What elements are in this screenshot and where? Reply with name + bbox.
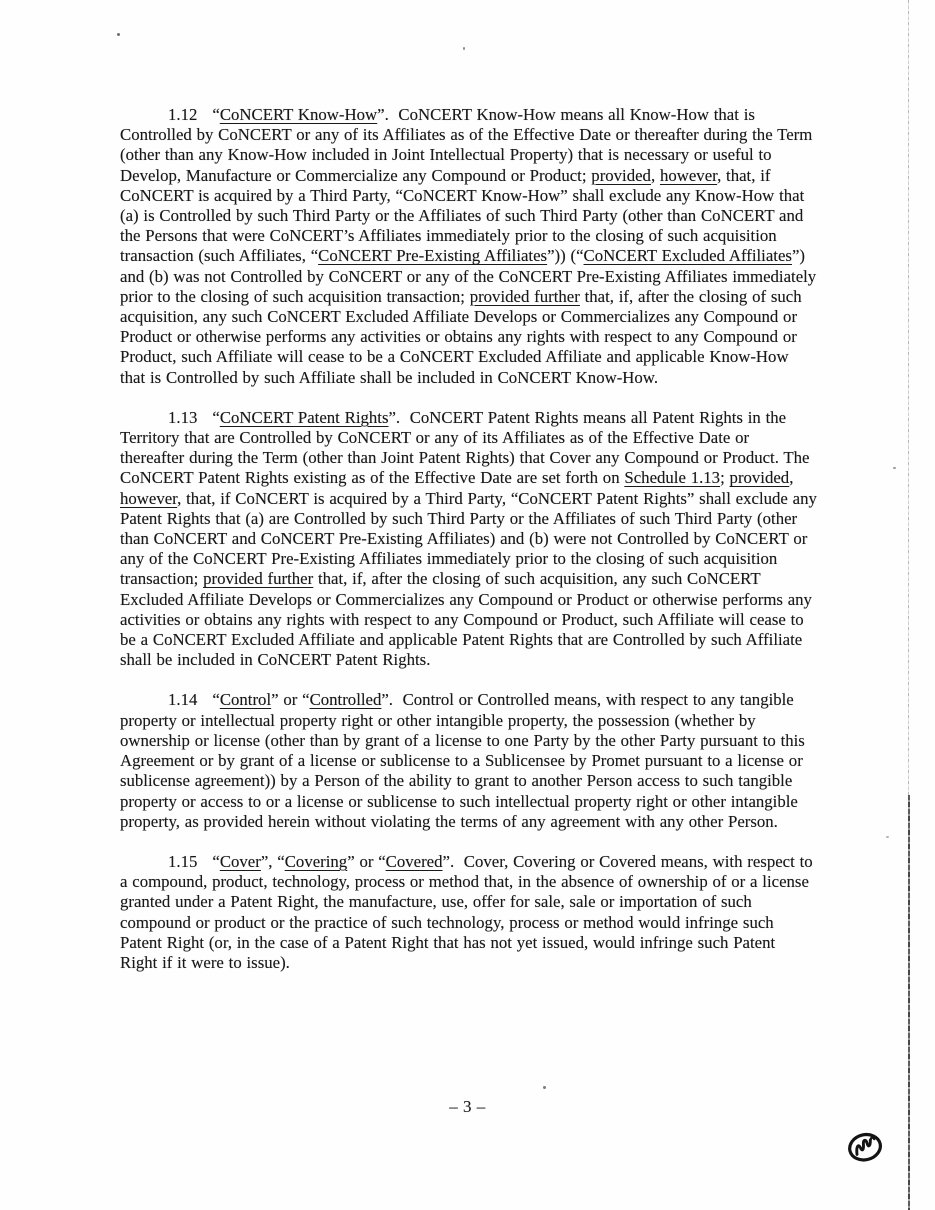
handwritten-initials-mark bbox=[844, 1128, 890, 1172]
defined-term: however bbox=[659, 165, 718, 185]
body-text: that, if, after the closing of such acquisition, any such CoNCERT Excluded Affiliate Develops or Commercializes any Compound or Product or otherwise performs any activities or obtains any rights with respect to any Compound or Product, such Affiliate will cease to be a CoNCERT Excluded Affiliate and applicable Know-How that is Controlled by such Affiliate shall be included in CoNCERT Know-How. bbox=[120, 286, 802, 387]
section-paragraph-1.12 bbox=[120, 105, 817, 388]
defined-term: Schedule 1.13 bbox=[624, 468, 721, 488]
scan-speck bbox=[117, 33, 120, 36]
body-text: , that, if CoNCERT is acquired by a Third Party, “CoNCERT Know-How” shall exclude any Know-How that (a) is Controlled by such Third Party or the Affiliates of such Third Party (other than CoNCERT and the Persons that were CoNCERT’s Affiliates immediately prior to the closing of such acquisition transaction (such Affiliates, “ bbox=[120, 165, 805, 266]
section-number: 1.12 bbox=[168, 105, 198, 124]
scan-edge-line-light bbox=[908, 0, 909, 800]
defined-term: provided bbox=[729, 468, 790, 488]
body-text: that, if, after the closing of such acquisition, any such CoNCERT Excluded Affiliate Develops or Commercializes any Compound or Product or otherwise performs any activities or obtains any rights with respect to any Compound or Product, such Affiliate will cease to be a CoNCERT Excluded Affiliate and applicable Patent Rights that are Controlled by such Affiliate shall be included in CoNCERT Patent Rights. bbox=[120, 569, 812, 670]
body-text: “ bbox=[212, 690, 220, 710]
scan-speck bbox=[886, 836, 889, 838]
body-text: ”) and (b) was not Controlled by CoNCERT or any of the CoNCERT Pre-Existing Affiliates immediately prior to the closing of such acquisition transaction; bbox=[120, 246, 817, 306]
defined-term: provided further bbox=[469, 286, 580, 306]
body-text: ”. CoNCERT Patent Rights means all Patent Rights in the Territory that are Controlled by CoNCERT or any of its Affiliates as of the Effective Date or thereafter during the Term (other than Joint Patent Rights) that Cover any Compound or Product. The CoNCERT Patent Rights existing as of the Effective Date are set forth on bbox=[120, 407, 810, 488]
defined-term: Covering bbox=[284, 851, 348, 871]
defined-term: Covered bbox=[385, 851, 443, 871]
body-text: ”. CoNCERT Know-How means all Know-How that is Controlled by CoNCERT or any of its Affiliates as of the Effective Date or thereafter during the Term (other than any Know-How included in Joint Intellectual Property) that is necessary or useful to Develop, Manufacture or Commercialize any Compound or Product; bbox=[120, 105, 813, 185]
defined-term: provided bbox=[591, 165, 651, 185]
body-text: ” or “ bbox=[271, 690, 310, 710]
defined-term: provided further bbox=[203, 569, 314, 589]
body-text: , bbox=[650, 165, 660, 185]
defined-term: Control bbox=[219, 690, 272, 710]
body-text: ”. Cover, Covering or Covered means, with respect to a compound, product, technology, process or method that, in the absence of ownership of or a license granted under a Patent Right, the manufacture, use, offer for sale, sale or importation of such compound or product or the practice of such technology, process or method would infringe such Patent Right (or, in the case of a Patent Right that has not yet issued, would infringe such Patent Right if it were to issue). bbox=[120, 851, 813, 972]
body-text: ” or “ bbox=[347, 851, 386, 871]
section-paragraph-1.13 bbox=[120, 408, 817, 671]
scan-speck bbox=[463, 47, 465, 50]
body-text: “ bbox=[212, 105, 220, 124]
section-number: 1.13 bbox=[168, 407, 198, 427]
defined-term: however bbox=[120, 488, 178, 508]
document-body bbox=[120, 105, 817, 993]
section-paragraph-1.15 bbox=[120, 852, 817, 973]
page-number: – 3 – bbox=[449, 1097, 486, 1116]
body-text: , bbox=[789, 468, 794, 488]
body-text: ”)) (“ bbox=[547, 246, 584, 266]
body-text: ”, “ bbox=[260, 851, 285, 871]
body-text: ; bbox=[720, 468, 730, 488]
defined-term: CoNCERT Pre-Existing Affiliates bbox=[318, 246, 548, 266]
body-text: , that, if CoNCERT is acquired by a Third Party, “CoNCERT Patent Rights” shall exclude any Patent Rights that (a) are Controlled by such Third Party or the Affiliates of such Third Party (other than CoNCERT and CoNCERT Pre-Existing Affiliates) and (b) were not Controlled by CoNCERT or any of the CoNCERT Pre-Existing Affiliates immediately prior to the closing of such acquisition transaction; bbox=[120, 488, 817, 589]
defined-term: Controlled bbox=[309, 690, 382, 710]
defined-term: Cover bbox=[219, 851, 261, 871]
section-number: 1.15 bbox=[168, 851, 198, 871]
defined-term: CoNCERT Patent Rights bbox=[219, 407, 389, 427]
defined-term: CoNCERT Excluded Affiliates bbox=[583, 246, 792, 266]
body-text: “ bbox=[212, 407, 220, 427]
scan-speck bbox=[543, 1086, 546, 1089]
scan-speck bbox=[893, 467, 896, 469]
section-number: 1.14 bbox=[168, 690, 198, 710]
section-paragraph-1.14 bbox=[120, 690, 817, 831]
scan-edge-line-dark bbox=[908, 795, 910, 1210]
body-text: ”. Control or Controlled means, with respect to any tangible property or intellectual property right or other intangible property, the possession (whether by ownership or license (other than by grant of a license to one Party by the other Party pursuant to this Agreement or by grant of a license or sublicense to a Sublicensee by Promet pursuant to a license or sublicense agreement)) by a Person of the ability to grant to another Person access to such tangible property or access to or a license or sublicense to such intellectual property right or other intangible property, as provided herein without violating the terms of any agreement with any other Person. bbox=[120, 690, 805, 831]
defined-term: CoNCERT Know-How bbox=[219, 105, 378, 124]
body-text: “ bbox=[212, 851, 220, 871]
